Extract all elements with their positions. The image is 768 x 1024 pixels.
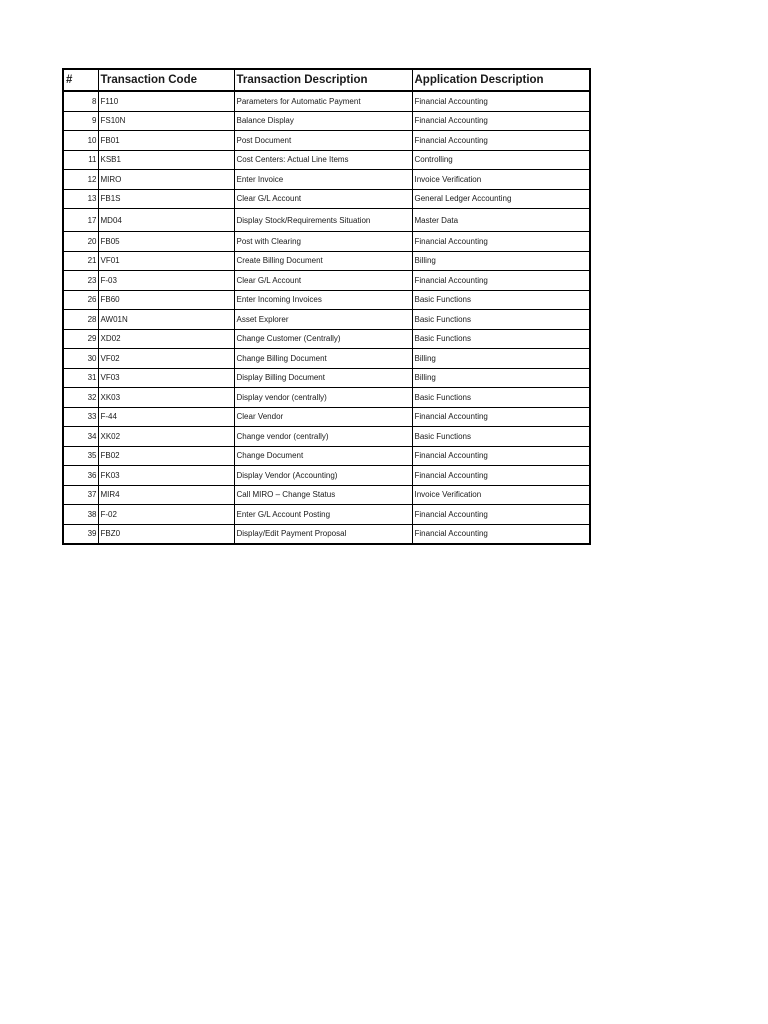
table-row bbox=[63, 290, 590, 310]
table-row bbox=[63, 111, 590, 131]
row-number-cell: 33 bbox=[63, 407, 98, 427]
transaction-description-cell: Display/Edit Payment Proposal bbox=[234, 524, 412, 544]
row-number-cell: 31 bbox=[63, 368, 98, 388]
application-description-cell: Invoice Verification bbox=[412, 170, 590, 190]
table-row bbox=[63, 485, 590, 505]
row-number-cell: 11 bbox=[63, 150, 98, 170]
transaction-code-cell: FK03 bbox=[98, 466, 234, 486]
header-row bbox=[63, 69, 590, 91]
header-transaction-code: Transaction Code bbox=[98, 69, 234, 91]
transaction-description-cell: Clear G/L Account bbox=[234, 271, 412, 291]
table-row bbox=[63, 310, 590, 330]
table-row bbox=[63, 271, 590, 291]
table-row bbox=[63, 131, 590, 151]
transaction-description-cell: Parameters for Automatic Payment bbox=[234, 91, 412, 111]
transaction-description-cell: Clear Vendor bbox=[234, 407, 412, 427]
transaction-code-cell: F-03 bbox=[98, 271, 234, 291]
transaction-code-cell: XD02 bbox=[98, 329, 234, 349]
table-row bbox=[63, 388, 590, 408]
row-number-cell: 37 bbox=[63, 485, 98, 505]
transaction-description-cell: Change Customer (Centrally) bbox=[234, 329, 412, 349]
transaction-code-cell: FBZ0 bbox=[98, 524, 234, 544]
application-description-cell: Financial Accounting bbox=[412, 407, 590, 427]
transaction-code-cell: XK03 bbox=[98, 388, 234, 408]
table-row bbox=[63, 368, 590, 388]
application-description-cell: Financial Accounting bbox=[412, 524, 590, 544]
transaction-table bbox=[62, 68, 591, 545]
row-number-cell: 28 bbox=[63, 310, 98, 330]
row-number-cell: 20 bbox=[63, 232, 98, 252]
transaction-code-cell: KSB1 bbox=[98, 150, 234, 170]
row-number-cell: 30 bbox=[63, 349, 98, 369]
application-description-cell: Financial Accounting bbox=[412, 271, 590, 291]
table-row bbox=[63, 329, 590, 349]
row-number-cell: 23 bbox=[63, 271, 98, 291]
row-number-cell: 12 bbox=[63, 170, 98, 190]
row-number-cell: 35 bbox=[63, 446, 98, 466]
table-row bbox=[63, 209, 590, 232]
transaction-code-cell: FB1S bbox=[98, 189, 234, 209]
table-row bbox=[63, 524, 590, 544]
transaction-description-cell: Display Billing Document bbox=[234, 368, 412, 388]
transaction-description-cell: Change vendor (centrally) bbox=[234, 427, 412, 447]
row-number-cell: 34 bbox=[63, 427, 98, 447]
table-row bbox=[63, 349, 590, 369]
application-description-cell: Billing bbox=[412, 368, 590, 388]
row-number-cell: 10 bbox=[63, 131, 98, 151]
table-row bbox=[63, 407, 590, 427]
transaction-description-cell: Balance Display bbox=[234, 111, 412, 131]
application-description-cell: Financial Accounting bbox=[412, 466, 590, 486]
application-description-cell: Invoice Verification bbox=[412, 485, 590, 505]
transaction-description-cell: Change Document bbox=[234, 446, 412, 466]
row-number-cell: 29 bbox=[63, 329, 98, 349]
transaction-description-cell: Enter Invoice bbox=[234, 170, 412, 190]
transaction-description-cell: Enter G/L Account Posting bbox=[234, 505, 412, 525]
table-row bbox=[63, 150, 590, 170]
row-number-cell: 21 bbox=[63, 251, 98, 271]
transaction-description-cell: Cost Centers: Actual Line Items bbox=[234, 150, 412, 170]
transaction-code-cell: MD04 bbox=[98, 209, 234, 232]
application-description-cell: Financial Accounting bbox=[412, 232, 590, 252]
transaction-description-cell: Change Billing Document bbox=[234, 349, 412, 369]
transaction-description-cell: Post Document bbox=[234, 131, 412, 151]
header-application-description: Application Description bbox=[412, 69, 590, 91]
row-number-cell: 8 bbox=[63, 91, 98, 111]
table-row bbox=[63, 189, 590, 209]
table-row bbox=[63, 427, 590, 447]
table-row bbox=[63, 466, 590, 486]
application-description-cell: Financial Accounting bbox=[412, 131, 590, 151]
header-transaction-description: Transaction Description bbox=[234, 69, 412, 91]
table-row bbox=[63, 505, 590, 525]
transaction-description-cell: Asset Explorer bbox=[234, 310, 412, 330]
transaction-code-cell: FB05 bbox=[98, 232, 234, 252]
transaction-code-cell: VF01 bbox=[98, 251, 234, 271]
application-description-cell: Basic Functions bbox=[412, 290, 590, 310]
row-number-cell: 13 bbox=[63, 189, 98, 209]
transaction-description-cell: Post with Clearing bbox=[234, 232, 412, 252]
application-description-cell: Financial Accounting bbox=[412, 111, 590, 131]
table-row bbox=[63, 232, 590, 252]
row-number-cell: 32 bbox=[63, 388, 98, 408]
transaction-code-cell: VF02 bbox=[98, 349, 234, 369]
transaction-description-cell: Create Billing Document bbox=[234, 251, 412, 271]
table-row bbox=[63, 170, 590, 190]
transaction-code-cell: FB02 bbox=[98, 446, 234, 466]
application-description-cell: Basic Functions bbox=[412, 388, 590, 408]
application-description-cell: Billing bbox=[412, 349, 590, 369]
transaction-code-cell: XK02 bbox=[98, 427, 234, 447]
transaction-code-cell: FB60 bbox=[98, 290, 234, 310]
application-description-cell: General Ledger Accounting bbox=[412, 189, 590, 209]
table-body bbox=[63, 91, 590, 544]
transaction-code-cell: FS10N bbox=[98, 111, 234, 131]
row-number-cell: 17 bbox=[63, 209, 98, 232]
transaction-description-cell: Display vendor (centrally) bbox=[234, 388, 412, 408]
application-description-cell: Financial Accounting bbox=[412, 505, 590, 525]
transaction-code-cell: MIR4 bbox=[98, 485, 234, 505]
application-description-cell: Billing bbox=[412, 251, 590, 271]
application-description-cell: Controlling bbox=[412, 150, 590, 170]
transaction-code-cell: MIRO bbox=[98, 170, 234, 190]
application-description-cell: Basic Functions bbox=[412, 427, 590, 447]
transaction-code-cell: F-44 bbox=[98, 407, 234, 427]
application-description-cell: Financial Accounting bbox=[412, 446, 590, 466]
table-row bbox=[63, 91, 590, 111]
row-number-cell: 9 bbox=[63, 111, 98, 131]
application-description-cell: Basic Functions bbox=[412, 329, 590, 349]
transaction-code-cell: F-02 bbox=[98, 505, 234, 525]
application-description-cell: Master Data bbox=[412, 209, 590, 232]
transaction-description-cell: Display Stock/Requirements Situation bbox=[234, 209, 412, 232]
application-description-cell: Basic Functions bbox=[412, 310, 590, 330]
transaction-description-cell: Call MIRO – Change Status bbox=[234, 485, 412, 505]
transaction-description-cell: Clear G/L Account bbox=[234, 189, 412, 209]
transaction-code-cell: VF03 bbox=[98, 368, 234, 388]
transaction-description-cell: Display Vendor (Accounting) bbox=[234, 466, 412, 486]
row-number-cell: 38 bbox=[63, 505, 98, 525]
transaction-description-cell: Enter Incoming Invoices bbox=[234, 290, 412, 310]
header-number: # bbox=[63, 69, 98, 91]
transaction-code-cell: F110 bbox=[98, 91, 234, 111]
row-number-cell: 26 bbox=[63, 290, 98, 310]
table-row bbox=[63, 446, 590, 466]
table-row bbox=[63, 251, 590, 271]
application-description-cell: Financial Accounting bbox=[412, 91, 590, 111]
row-number-cell: 36 bbox=[63, 466, 98, 486]
row-number-cell: 39 bbox=[63, 524, 98, 544]
transaction-code-cell: FB01 bbox=[98, 131, 234, 151]
transaction-code-cell: AW01N bbox=[98, 310, 234, 330]
